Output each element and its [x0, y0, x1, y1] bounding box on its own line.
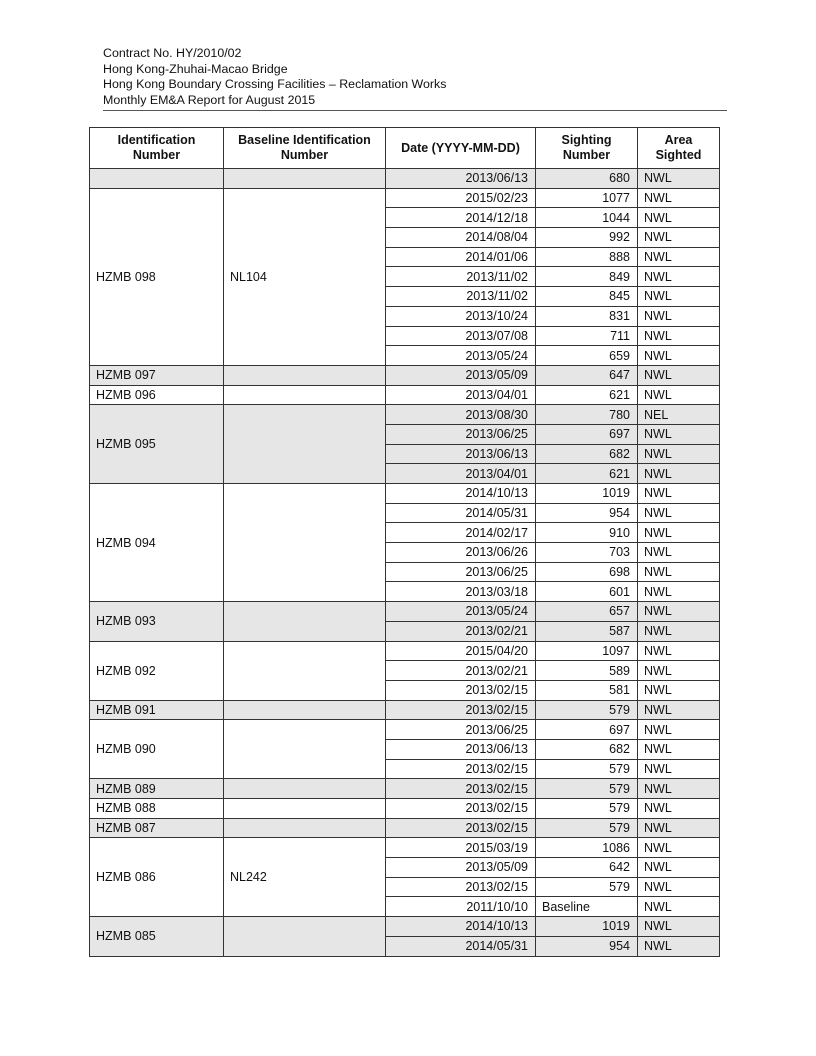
area-sighted-cell: NWL — [638, 720, 720, 740]
area-sighted-cell: NWL — [638, 602, 720, 622]
area-sighted-cell: NWL — [638, 917, 720, 937]
table-row — [90, 385, 720, 405]
area-sighted-cell: NWL — [638, 424, 720, 444]
sighting-number-cell: 698 — [536, 562, 638, 582]
col-header-date: Date (YYYY-MM-DD) — [386, 128, 536, 169]
header-project-name: Hong Kong-Zhuhai-Macao Bridge — [103, 61, 288, 76]
baseline-id-cell — [224, 365, 386, 385]
sighting-number-cell: 697 — [536, 720, 638, 740]
sighting-number-cell: 579 — [536, 779, 638, 799]
date-cell: 2013/06/25 — [386, 562, 536, 582]
identification-cell: HZMB 088 — [90, 799, 224, 819]
date-cell: 2013/07/08 — [386, 326, 536, 346]
table-row — [90, 799, 720, 819]
area-sighted-cell: NWL — [638, 936, 720, 956]
area-sighted-cell: NWL — [638, 169, 720, 189]
area-sighted-cell: NWL — [638, 385, 720, 405]
sighting-number-cell: Baseline — [536, 897, 638, 917]
area-sighted-cell: NWL — [638, 247, 720, 267]
identification-cell — [90, 169, 224, 189]
date-cell: 2013/05/24 — [386, 346, 536, 366]
identification-cell: HZMB 092 — [90, 641, 224, 700]
identification-cell: HZMB 095 — [90, 405, 224, 484]
identification-cell: HZMB 094 — [90, 484, 224, 602]
date-cell: 2014/08/04 — [386, 228, 536, 248]
sighting-number-cell: 1044 — [536, 208, 638, 228]
date-cell: 2013/02/15 — [386, 759, 536, 779]
area-sighted-cell: NWL — [638, 818, 720, 838]
area-sighted-cell: NWL — [638, 838, 720, 858]
date-cell: 2013/06/25 — [386, 424, 536, 444]
sighting-number-cell: 579 — [536, 799, 638, 819]
date-cell: 2013/10/24 — [386, 306, 536, 326]
table-row — [90, 365, 720, 385]
date-cell: 2013/05/09 — [386, 858, 536, 878]
area-sighted-cell: NWL — [638, 700, 720, 720]
date-cell: 2013/04/01 — [386, 464, 536, 484]
sighting-number-cell: 954 — [536, 503, 638, 523]
sighting-number-cell: 680 — [536, 169, 638, 189]
sighting-number-cell: 845 — [536, 287, 638, 307]
baseline-id-cell — [224, 818, 386, 838]
baseline-id-cell — [224, 799, 386, 819]
sighting-number-cell: 780 — [536, 405, 638, 425]
sighting-number-cell: 587 — [536, 621, 638, 641]
area-sighted-cell: NWL — [638, 484, 720, 504]
header-divider — [103, 110, 727, 111]
table-header-row — [90, 128, 720, 169]
identification-cell: HZMB 090 — [90, 720, 224, 779]
area-sighted-cell: NWL — [638, 444, 720, 464]
date-cell: 2013/02/15 — [386, 779, 536, 799]
date-cell: 2011/10/10 — [386, 897, 536, 917]
date-cell: 2014/12/18 — [386, 208, 536, 228]
identification-cell: HZMB 087 — [90, 818, 224, 838]
date-cell: 2013/02/15 — [386, 877, 536, 897]
date-cell: 2014/05/31 — [386, 936, 536, 956]
area-sighted-cell: NWL — [638, 562, 720, 582]
area-sighted-cell: NWL — [638, 641, 720, 661]
header-works-name: Hong Kong Boundary Crossing Facilities – Reclamation Works — [103, 77, 447, 92]
sighting-number-cell: 1086 — [536, 838, 638, 858]
sighting-number-cell: 589 — [536, 661, 638, 681]
sighting-number-cell: 1019 — [536, 917, 638, 937]
date-cell: 2013/02/15 — [386, 700, 536, 720]
header-contract-no: Contract No. HY/2010/02 — [103, 46, 242, 60]
area-sighted-cell: NWL — [638, 228, 720, 248]
baseline-id-cell — [224, 779, 386, 799]
sighting-number-cell: 849 — [536, 267, 638, 287]
date-cell: 2013/05/24 — [386, 602, 536, 622]
baseline-id-cell — [224, 602, 386, 641]
identification-cell: HZMB 086 — [90, 838, 224, 917]
table-row — [90, 720, 720, 740]
area-sighted-cell: NWL — [638, 621, 720, 641]
date-cell: 2013/06/13 — [386, 169, 536, 189]
area-sighted-cell: NWL — [638, 661, 720, 681]
area-sighted-cell: NWL — [638, 267, 720, 287]
area-sighted-cell: NWL — [638, 779, 720, 799]
date-cell: 2015/02/23 — [386, 188, 536, 208]
report-header — [103, 46, 727, 109]
baseline-id-cell: NL104 — [224, 188, 386, 365]
date-cell: 2014/10/13 — [386, 484, 536, 504]
area-sighted-cell: NWL — [638, 326, 720, 346]
baseline-id-cell — [224, 484, 386, 602]
sighting-number-cell: 621 — [536, 464, 638, 484]
area-sighted-cell: NWL — [638, 208, 720, 228]
table-row — [90, 779, 720, 799]
area-sighted-cell: NEL — [638, 405, 720, 425]
date-cell: 2013/02/21 — [386, 661, 536, 681]
area-sighted-cell: NWL — [638, 877, 720, 897]
area-sighted-cell: NWL — [638, 858, 720, 878]
sighting-number-cell: 1019 — [536, 484, 638, 504]
sighting-number-cell: 697 — [536, 424, 638, 444]
baseline-id-cell — [224, 720, 386, 779]
baseline-id-cell — [224, 169, 386, 189]
sighting-number-cell: 910 — [536, 523, 638, 543]
date-cell: 2015/04/20 — [386, 641, 536, 661]
date-cell: 2013/02/15 — [386, 818, 536, 838]
header-report-title: Monthly EM&A Report for August 2015 — [103, 93, 316, 108]
sighting-number-cell: 888 — [536, 247, 638, 267]
sighting-number-cell: 1077 — [536, 188, 638, 208]
table-row — [90, 838, 720, 858]
identification-cell: HZMB 091 — [90, 700, 224, 720]
baseline-id-cell — [224, 385, 386, 405]
sighting-number-cell: 642 — [536, 858, 638, 878]
table-row — [90, 405, 720, 425]
table-row — [90, 917, 720, 937]
sighting-number-cell: 1097 — [536, 641, 638, 661]
date-cell: 2013/06/26 — [386, 543, 536, 563]
date-cell: 2013/11/02 — [386, 267, 536, 287]
identification-cell: HZMB 096 — [90, 385, 224, 405]
date-cell: 2013/02/15 — [386, 799, 536, 819]
date-cell: 2014/05/31 — [386, 503, 536, 523]
area-sighted-cell: NWL — [638, 799, 720, 819]
col-header-area: Area Sighted — [638, 128, 720, 169]
sighting-number-cell: 579 — [536, 818, 638, 838]
baseline-id-cell — [224, 700, 386, 720]
sighting-number-cell: 954 — [536, 936, 638, 956]
area-sighted-cell: NWL — [638, 582, 720, 602]
sighting-number-cell: 682 — [536, 444, 638, 464]
sighting-number-cell: 601 — [536, 582, 638, 602]
table-row — [90, 484, 720, 504]
area-sighted-cell: NWL — [638, 503, 720, 523]
baseline-id-cell: NL242 — [224, 838, 386, 917]
area-sighted-cell: NWL — [638, 464, 720, 484]
area-sighted-cell: NWL — [638, 523, 720, 543]
date-cell: 2013/06/13 — [386, 739, 536, 759]
table-row — [90, 602, 720, 622]
area-sighted-cell: NWL — [638, 759, 720, 779]
sighting-number-cell: 703 — [536, 543, 638, 563]
sighting-number-cell: 992 — [536, 228, 638, 248]
date-cell: 2013/03/18 — [386, 582, 536, 602]
identification-cell: HZMB 098 — [90, 188, 224, 365]
table-row — [90, 188, 720, 208]
table-row — [90, 700, 720, 720]
sighting-number-cell: 657 — [536, 602, 638, 622]
sighting-number-cell: 579 — [536, 700, 638, 720]
area-sighted-cell: NWL — [638, 306, 720, 326]
table-body — [90, 169, 720, 957]
baseline-id-cell — [224, 405, 386, 484]
col-header-sighting: Sighting Number — [536, 128, 638, 169]
col-header-baseline: Baseline Identification Number — [224, 128, 386, 169]
area-sighted-cell: NWL — [638, 287, 720, 307]
area-sighted-cell: NWL — [638, 680, 720, 700]
area-sighted-cell: NWL — [638, 188, 720, 208]
sighting-table — [89, 127, 720, 957]
area-sighted-cell: NWL — [638, 346, 720, 366]
table-row — [90, 818, 720, 838]
sighting-number-cell: 579 — [536, 877, 638, 897]
date-cell: 2013/02/15 — [386, 680, 536, 700]
area-sighted-cell: NWL — [638, 365, 720, 385]
table-row — [90, 169, 720, 189]
col-header-identification: Identification Number — [90, 128, 224, 169]
date-cell: 2015/03/19 — [386, 838, 536, 858]
sighting-number-cell: 621 — [536, 385, 638, 405]
sighting-number-cell: 647 — [536, 365, 638, 385]
date-cell: 2013/11/02 — [386, 287, 536, 307]
sighting-number-cell: 711 — [536, 326, 638, 346]
table-row — [90, 641, 720, 661]
date-cell: 2014/01/06 — [386, 247, 536, 267]
date-cell: 2013/02/21 — [386, 621, 536, 641]
identification-cell: HZMB 085 — [90, 917, 224, 956]
date-cell: 2014/02/17 — [386, 523, 536, 543]
area-sighted-cell: NWL — [638, 543, 720, 563]
date-cell: 2013/06/25 — [386, 720, 536, 740]
date-cell: 2014/10/13 — [386, 917, 536, 937]
area-sighted-cell: NWL — [638, 897, 720, 917]
area-sighted-cell: NWL — [638, 739, 720, 759]
identification-cell: HZMB 089 — [90, 779, 224, 799]
identification-cell: HZMB 093 — [90, 602, 224, 641]
sighting-number-cell: 659 — [536, 346, 638, 366]
sighting-number-cell: 682 — [536, 739, 638, 759]
baseline-id-cell — [224, 641, 386, 700]
sighting-number-cell: 831 — [536, 306, 638, 326]
date-cell: 2013/08/30 — [386, 405, 536, 425]
date-cell: 2013/06/13 — [386, 444, 536, 464]
date-cell: 2013/05/09 — [386, 365, 536, 385]
sighting-number-cell: 579 — [536, 759, 638, 779]
identification-cell: HZMB 097 — [90, 365, 224, 385]
date-cell: 2013/04/01 — [386, 385, 536, 405]
sighting-number-cell: 581 — [536, 680, 638, 700]
baseline-id-cell — [224, 917, 386, 956]
